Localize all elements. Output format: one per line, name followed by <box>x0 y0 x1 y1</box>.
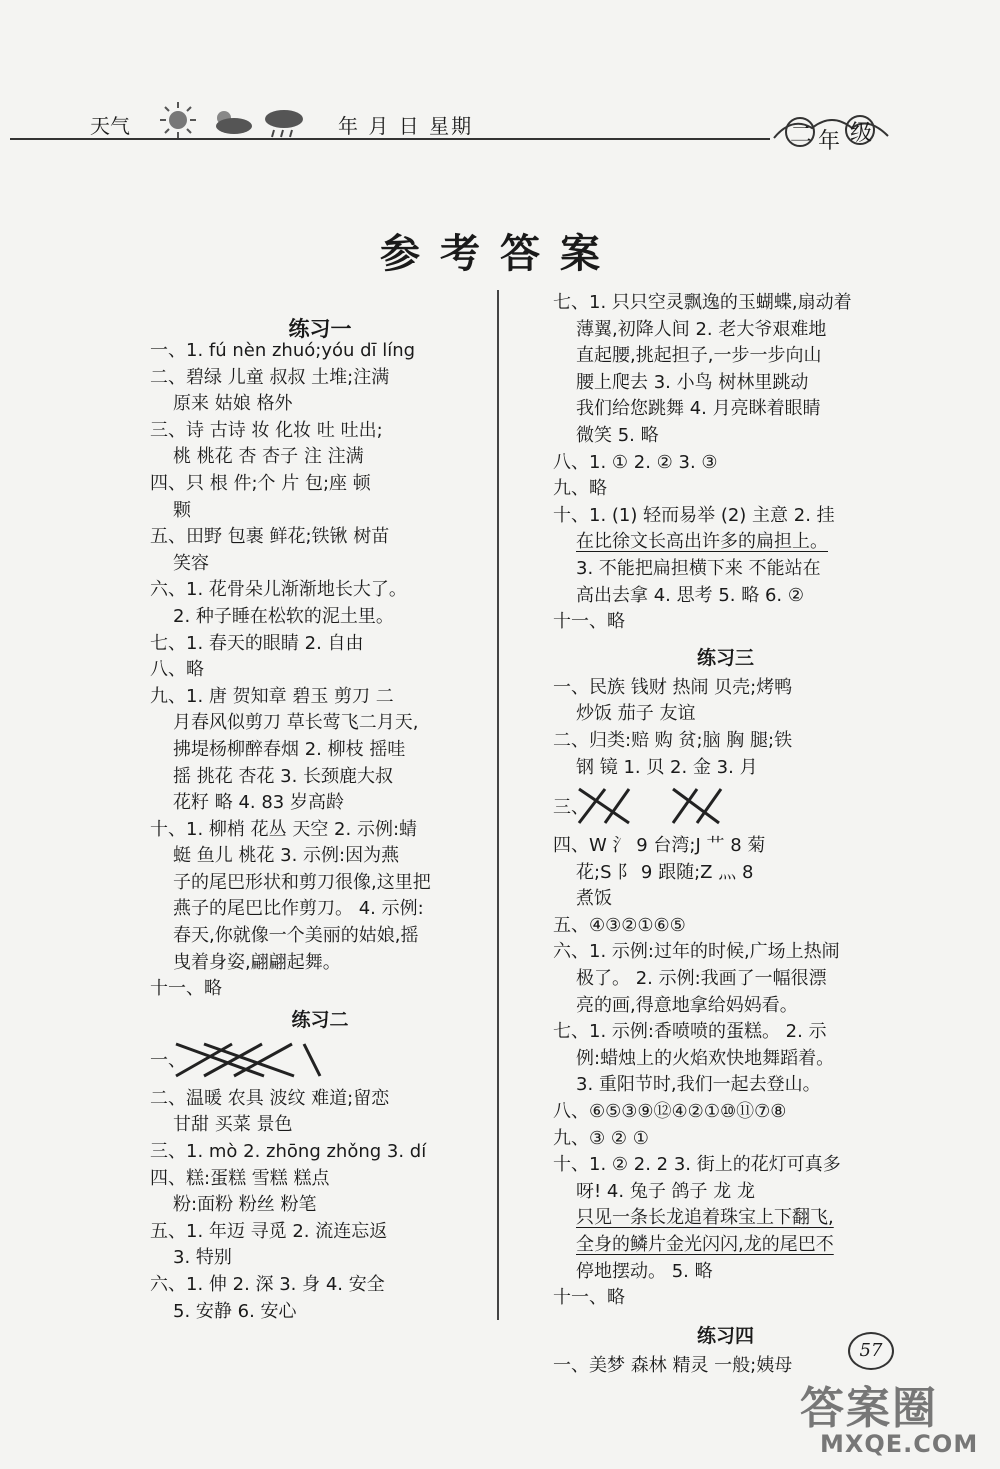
answer-line: 微笑 5. 略 <box>576 424 659 446</box>
answer-line: 一、美梦 森林 精灵 一般;姨母 <box>553 1354 793 1376</box>
answer-line: 四、W 氵 9 台湾;J 艹 8 菊 <box>553 835 766 857</box>
answer-line: 二、归类:赔 购 贫;脑 胸 腿;铁 <box>553 729 793 751</box>
answer-line: 十、1. 柳梢 花丛 天空 2. 示例:蜻 <box>150 818 418 840</box>
answer-line: 七、1. 春天的眼睛 2. 自由 <box>150 632 364 654</box>
answer-line: 薄翼,初降人间 2. 老大爷艰难地 <box>576 318 827 340</box>
answer-line: 极了。 2. 示例:我画了一幅很漂 <box>576 968 827 990</box>
answer-line: 拂堤杨柳醉春烟 2. 柳枝 摇哇 <box>173 738 406 760</box>
answer-line: 原来 姑娘 格外 <box>173 393 293 415</box>
watermark-brand: 答案圈 <box>800 1383 938 1434</box>
answer-line: 八、1. ① 2. ② 3. ③ <box>553 451 718 473</box>
answer-line: 一、民族 钱财 热闹 贝壳;烤鸭 <box>553 676 793 698</box>
answer-line: 八、略 <box>150 659 204 681</box>
answer-line: 六、1. 花骨朵儿渐渐地长大了。 <box>150 579 407 601</box>
answer-line: 呀! 4. 兔子 鸽子 龙 龙 <box>576 1180 755 1202</box>
weather-label: 天气 <box>90 114 130 138</box>
matching-lines-diagram <box>577 783 747 829</box>
answer-line: 腰上爬去 3. 小鸟 树林里跳动 <box>576 371 809 393</box>
column-divider <box>497 290 499 1320</box>
answer-line: 五、1. 年迈 寻觅 2. 流连忘返 <box>150 1220 388 1242</box>
answer-line: 七、1. 示例:香喷喷的蛋糕。 2. 示 <box>553 1021 827 1043</box>
answer-line: 二、温暖 农具 波纹 难道;留恋 <box>150 1087 390 1109</box>
answer-line: 五、田野 包裹 鲜花;铁锹 树苗 <box>150 526 390 548</box>
answer-line: 亮的画,得意地拿给妈妈看。 <box>576 994 798 1016</box>
header-rule <box>10 138 770 140</box>
grade-char-1: 二 <box>790 123 813 148</box>
answer-line: 甘甜 买菜 景色 <box>173 1114 293 1136</box>
answer-line: 3. 不能把扁担横下来 不能站在 <box>576 557 821 579</box>
answer-line: 2. 种子睡在松软的泥土里。 <box>173 605 394 627</box>
section-title: 练习一 <box>288 317 352 341</box>
underlined-answer: 全身的鳞片金光闪闪,龙的尾巴不 <box>576 1234 834 1255</box>
answer-line: 九、1. 唐 贺知章 碧玉 剪刀 二 <box>150 685 394 707</box>
answer-line: 停地摆动。 5. 略 <box>576 1260 713 1282</box>
answer-line: 粉:面粉 粉丝 粉笔 <box>173 1194 317 1216</box>
answer-line: 子的尾巴形状和剪刀很像,这里把 <box>173 871 431 893</box>
answer-line: 花;S 阝 9 跟随;Z 灬 8 <box>576 861 754 883</box>
answer-line: 五、④③②①⑥⑤ <box>553 914 686 936</box>
page-header <box>0 0 1000 160</box>
matching-answer <box>150 1034 490 1086</box>
page-number: 57 <box>848 1332 894 1370</box>
answer-line <box>553 1232 898 1259</box>
answer-line: 一、1. fú nèn zhuó;yóu dī líng <box>150 340 416 361</box>
matching-answer <box>553 781 898 833</box>
answer-line: 十、1. ② 2. 2 3. 街上的花灯可真多 <box>553 1154 841 1176</box>
answer-line: 5. 安静 6. 安心 <box>173 1300 297 1322</box>
answer-line: 曳着身姿,翩翩起舞。 <box>173 951 341 973</box>
left-column <box>150 290 490 1325</box>
answer-line: 桃 桃花 杏 杏子 注 注满 <box>173 446 364 468</box>
answer-line: 月春风似剪刀 草长莺飞二月天, <box>173 712 419 734</box>
matching-lines-diagram <box>174 1036 324 1082</box>
answer-line: 燕子的尾巴比作剪刀。 4. 示例: <box>173 898 424 920</box>
answer-line: 直起腰,挑起担子,一步一步向山 <box>576 345 822 367</box>
grade-badge <box>772 108 892 152</box>
answer-line: 高出去拿 4. 思考 5. 略 6. ② <box>576 584 804 606</box>
answer-line: 十一、略 <box>553 1287 625 1309</box>
answer-line: 十一、略 <box>553 611 625 633</box>
answer-line: 六、1. 示例:过年的时候,广场上热闹 <box>553 941 840 963</box>
watermark <box>790 1372 990 1462</box>
answer-line: 九、略 <box>553 478 607 500</box>
answer-line: 三、1. mò 2. zhōng zhǒng 3. dí <box>150 1141 427 1163</box>
answer-line: 3. 重阳节时,我们一起去登山。 <box>576 1074 821 1096</box>
exercise-3-answers <box>553 675 898 781</box>
answer-line: 炒饭 茄子 友谊 <box>576 703 696 725</box>
partly-cloudy-icon <box>208 108 258 136</box>
answer-line: 花籽 略 4. 83 岁高龄 <box>173 792 344 814</box>
page-title: 参考答案 <box>380 230 620 277</box>
answer-line: 十、1. (1) 轻而易举 (2) 主意 2. 挂 <box>553 504 835 526</box>
answer-line: 蜓 鱼儿 桃花 3. 示例:因为燕 <box>173 845 400 867</box>
grade-char-3: 级 <box>850 121 873 146</box>
date-label: 年 月 日 星期 <box>338 114 474 138</box>
answer-line: 六、1. 伸 2. 深 3. 身 4. 安全 <box>150 1274 385 1295</box>
answer-line <box>553 1205 898 1232</box>
answer-line: 摇 挑花 杏花 3. 长颈鹿大叔 <box>173 765 394 787</box>
answer-line: 八、⑥⑤③⑨⑫④②①⑩⑪⑦⑧ <box>553 1101 787 1123</box>
exercise-2-answers <box>150 1086 490 1325</box>
answer-line: 三、诗 古诗 妆 化妆 吐 吐出; <box>150 419 383 441</box>
answer-line: 钢 镜 1. 贝 2. 金 3. 月 <box>576 756 758 778</box>
answer-line: 例:蜡烛上的火焰欢快地舞蹈着。 <box>576 1047 835 1069</box>
exercise-1-answers <box>150 338 490 1003</box>
answer-line: 我们给您跳舞 4. 月亮眯着眼睛 <box>576 398 821 420</box>
watermark-url: MXQE.COM <box>820 1430 979 1458</box>
right-column <box>553 290 898 1379</box>
answer-line: 春天,你就像一个美丽的姑娘,摇 <box>173 925 419 947</box>
answer-line: 笑容 <box>173 552 209 574</box>
answer-line: 煮饭 <box>576 888 612 910</box>
section-title: 练习三 <box>696 646 754 669</box>
exercise-2-answers-cont <box>553 290 898 636</box>
answer-line: 四、只 根 件;个 片 包;座 顿 <box>150 472 371 494</box>
answer-line: 九、③ ② ① <box>553 1127 649 1149</box>
underlined-answer: 只见一条长龙追着珠宝上下翻飞, <box>576 1207 834 1229</box>
rain-cloud-icon <box>262 108 308 140</box>
answer-line: 二、碧绿 儿童 叔叔 土堆;注满 <box>150 366 390 388</box>
answer-line: 3. 特别 <box>173 1247 232 1269</box>
sun-icon <box>158 100 198 140</box>
answer-line: 十一、略 <box>150 978 222 1000</box>
answer-line: 四、糕:蛋糕 雪糕 糕点 <box>150 1167 330 1189</box>
section-title: 练习四 <box>696 1324 754 1347</box>
answer-line: 七、1. 只只空灵飘逸的玉蝴蝶,扇动着 <box>553 292 852 313</box>
matching-label: 一、 <box>150 1049 186 1071</box>
answer-line: 颗 <box>173 499 191 521</box>
exercise-3-answers-cont <box>553 833 898 1312</box>
section-title: 练习二 <box>291 1008 349 1031</box>
underlined-answer: 在比徐文长高出许多的扁担上。 <box>576 531 828 553</box>
answer-line <box>553 529 898 556</box>
matching-label: 三、 <box>553 797 589 819</box>
grade-char-2: 年 <box>818 129 841 154</box>
